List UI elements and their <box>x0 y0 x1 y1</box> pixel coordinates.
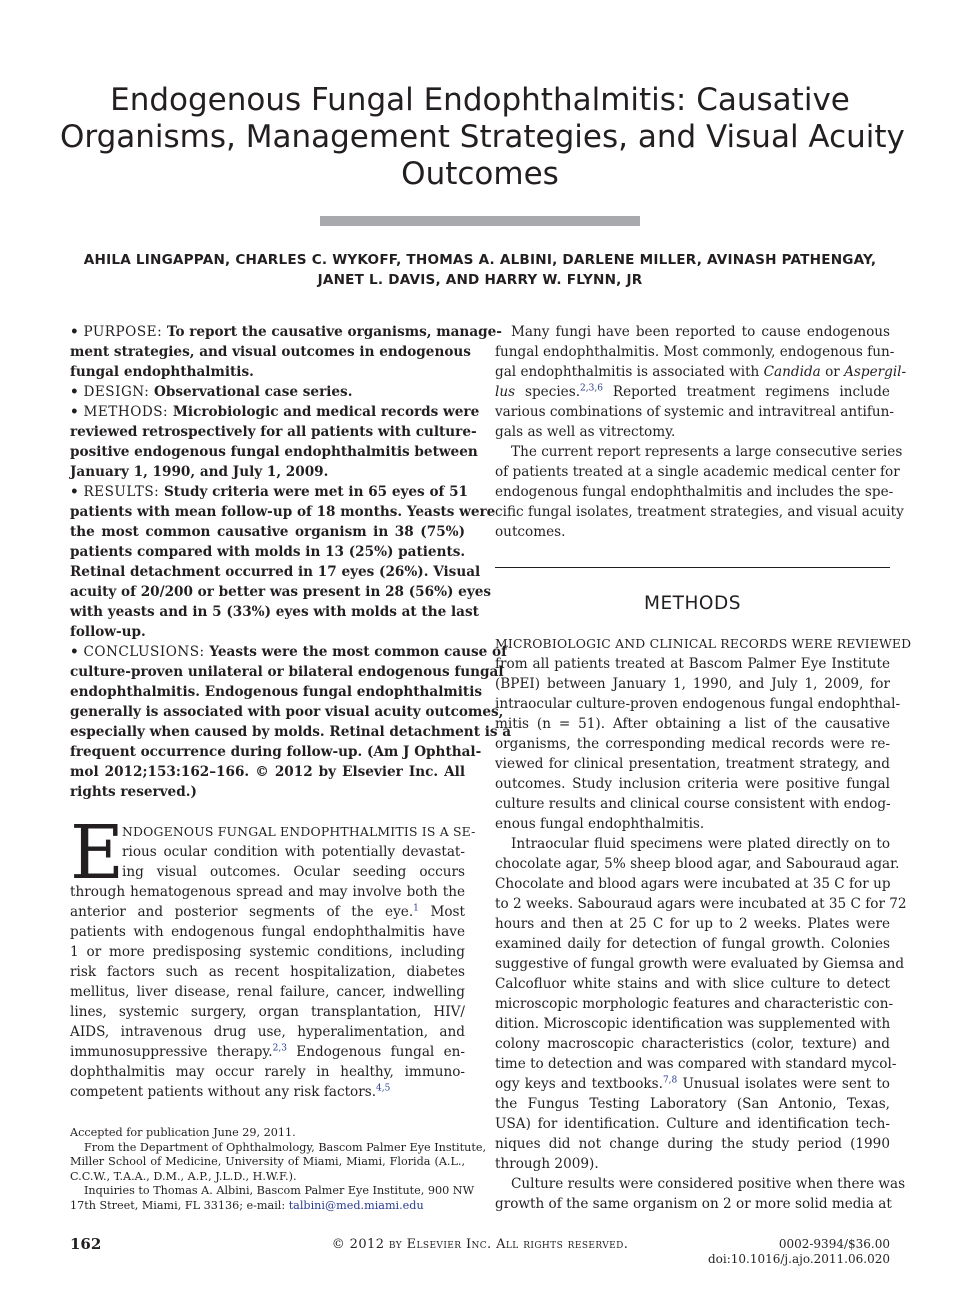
body-text: gals as well as vitrectomy. <box>495 424 676 440</box>
intro-line <box>70 882 465 902</box>
intro-line <box>70 942 465 962</box>
abstract-design <box>70 382 465 402</box>
bullet-icon: • <box>70 324 79 340</box>
body-text: Most <box>418 904 465 920</box>
body-text: mitis (n = 51). After obtaining a list of the causative <box>495 716 890 732</box>
citation-superscript[interactable]: 2,3,6 <box>580 383 603 394</box>
accepted-date: Accepted for publication June 29, 2011. <box>70 1126 296 1139</box>
body-text: growth of the same organism on 2 or more solid media at <box>495 1196 892 1212</box>
body-text: gal endophthalmitis is associated with <box>495 364 764 380</box>
design-label: DESIGN: <box>83 384 150 400</box>
purpose-label: PURPOSE: <box>83 324 163 340</box>
body-text: cific fungal isolates, treatment strategies, and visual acuity <box>495 504 904 520</box>
body-text: organisms, the corresponding medical records were re- <box>495 736 890 752</box>
body-text: Intraocular fluid specimens were plated directly on to <box>511 836 890 852</box>
issn-doi <box>708 1237 890 1267</box>
results-label: RESULTS: <box>83 484 160 500</box>
abstract-text: rights reserved.) <box>70 784 197 800</box>
intro-line <box>70 1002 465 1022</box>
body-text: of patients treated at a single academic medical center for <box>495 464 900 480</box>
abstract-methods <box>70 402 480 422</box>
methods-label: METHODS: <box>83 404 169 420</box>
intro-line <box>70 842 465 862</box>
body-text: hours and then at 25 C for up to 2 weeks. Plates were <box>495 916 890 932</box>
abstract-purpose <box>70 322 502 342</box>
abstract-text: with yeasts and in 5 (33%) eyes with molds at the last <box>70 604 479 620</box>
abstract-text: positive endogenous fungal endophthalmitis between <box>70 444 478 460</box>
body-text: enous fungal endophthalmitis. <box>495 816 705 832</box>
body-text: immunosuppressive therapy. <box>70 1044 273 1060</box>
body-text: from all patients treated at Bascom Palmer Eye Institute <box>495 656 890 672</box>
species-name: lus <box>495 384 516 400</box>
body-text: Endogenous fungal en- <box>286 1044 465 1060</box>
bullet-icon: • <box>70 404 79 420</box>
title-line: Organisms, Management Strategies, and Visual Acuity <box>60 119 905 155</box>
body-text: various combinations of systemic and intravitreal antifun- <box>495 404 895 420</box>
conclusions-label: CONCLUSIONS: <box>83 644 205 660</box>
abstract-text: especially when caused by molds. Retinal detachment is a <box>70 724 512 740</box>
body-text: Culture results were considered positive when there was <box>511 1176 906 1192</box>
intro-line <box>70 822 476 842</box>
body-text: USA) for identification. Culture and identification tech- <box>495 1116 890 1132</box>
body-text: through hematogenous spread and may involve both the <box>70 884 465 900</box>
abstract-text: Study criteria were met in 65 eyes of 51 <box>163 484 469 500</box>
citation-superscript[interactable]: 1 <box>413 903 419 914</box>
body-text: outcomes. <box>495 524 566 540</box>
body-text: dition. Microscopic identification was supplemented with <box>495 1016 891 1032</box>
body-text <box>495 1074 890 1094</box>
abstract <box>70 322 512 802</box>
body-text: colony macroscopic characteristics (color, texture) and <box>495 1036 890 1052</box>
species-name: Candida <box>763 364 821 380</box>
body-text: lines, systemic surgery, organ transplantation, HIV/ <box>70 1004 465 1020</box>
abstract-text: fungal endophthalmitis. <box>70 364 254 380</box>
body-text: fungal endophthalmitis. Most commonly, endogenous fun- <box>495 344 895 360</box>
introduction-continued <box>495 322 907 542</box>
bullet-icon: • <box>70 384 79 400</box>
intro-line <box>70 1042 465 1062</box>
author-list <box>60 250 900 290</box>
correspondence-text: Inquiries to Thomas A. Albini, Bascom Palmer Eye Institute, 900 NW <box>84 1184 475 1197</box>
abstract-conclusions <box>70 642 507 662</box>
abstract-text: Yeasts were the most common cause of <box>209 644 507 660</box>
body-text: Many fungi have been reported to cause endogenous <box>511 324 890 340</box>
citation-superscript[interactable]: 4,5 <box>376 1083 391 1094</box>
body-text: NDOGENOUS FUNGAL ENDOPHTHALMITIS IS A SE- <box>122 824 476 839</box>
intro-line <box>70 1082 465 1102</box>
abstract-text: acuity of 20/200 or better was present in 28 (56%) eyes <box>70 584 492 600</box>
article-footnotes <box>70 1126 487 1213</box>
email-link[interactable]: talbini@med.miami.edu <box>288 1198 424 1212</box>
body-text: microscopic morphologic features and characteristic con- <box>495 996 894 1012</box>
abstract-text: Retinal detachment occurred in 17 eyes (26%). Visual <box>70 564 481 580</box>
body-text <box>495 382 890 402</box>
methods-lead-in: MICROBIOLOGIC AND CLINICAL RECORDS WERE REVIEWED <box>495 636 912 651</box>
body-text: mellitus, liver disease, renal failure, cancer, indwelling <box>70 984 465 1000</box>
abstract-text: generally is associated with poor visual acuity outcomes, <box>70 704 504 720</box>
title-line: Outcomes <box>401 156 559 192</box>
body-text: Calcofluor white stains and with slice culture to detect <box>495 976 890 992</box>
abstract-text: mol 2012;153:162–166. © 2012 by Elsevier Inc. All <box>70 764 465 780</box>
abstract-text: frequent occurrence during follow-up. (Am J Ophthal- <box>70 744 482 760</box>
body-text: patients with endogenous fungal endophthalmitis have <box>70 924 465 940</box>
body-text: dophthalmitis may occur rarely in healthy, immuno- <box>70 1064 465 1080</box>
page-number: 162 <box>70 1235 102 1253</box>
abstract-results <box>70 482 469 502</box>
abstract-text: patients compared with molds in 13 (25%) patients. <box>70 544 466 560</box>
correspondence-text <box>70 1199 465 1214</box>
drop-cap: E <box>70 810 125 896</box>
affiliation-text: Miller School of Medicine, University of Miami, Miami, Florida (A.L., <box>70 1155 465 1168</box>
body-text: to 2 weeks. Sabouraud agars were incubated at 35 C for 72 <box>495 896 907 912</box>
title-divider-bar <box>320 216 640 226</box>
authors-line: AHILA LINGAPPAN, CHARLES C. WYKOFF, THOMAS A. ALBINI, DARLENE MILLER, AVINASH PATHENGAY, <box>83 252 877 268</box>
body-text: ogy keys and textbooks. <box>495 1076 663 1092</box>
abstract-text: culture-proven unilateral or bilateral endogenous fungal <box>70 664 504 680</box>
intro-line <box>70 1022 465 1042</box>
body-text: viewed for clinical presentation, treatment strategy, and <box>495 756 890 772</box>
abstract-text: the most common causative organism in 38 (75%) <box>70 524 465 540</box>
body-text: Reported treatment regimens include <box>602 384 890 400</box>
methods-heading: METHODS <box>644 593 741 614</box>
abstract-text: follow-up. <box>70 624 146 640</box>
intro-line <box>70 982 465 1002</box>
body-text: outcomes. Study inclusion criteria were positive fungal <box>495 776 890 792</box>
copyright-notice: © 2012 by Elsevier Inc. All rights reserved. <box>331 1237 629 1252</box>
intro-line <box>70 962 465 982</box>
body-text: through 2009). <box>495 1156 599 1172</box>
body-text: 1 or more predisposing systemic conditions, including <box>70 944 465 960</box>
body-text: examined daily for detection of fungal growth. Colonies <box>495 936 890 952</box>
body-text: the Fungus Testing Laboratory (San Antonio, Texas, <box>495 1096 890 1112</box>
body-text: intraocular culture-proven endogenous fungal endophthal- <box>495 696 901 712</box>
issn-price: 0002-9394/$36.00 <box>778 1237 890 1251</box>
intro-line <box>70 1062 465 1082</box>
abstract-text: ment strategies, and visual outcomes in endogenous <box>70 344 471 360</box>
introduction-text <box>70 810 476 1102</box>
abstract-text: January 1, 1990, and July 1, 2009. <box>70 464 329 480</box>
article-title <box>60 82 905 193</box>
body-text: culture results and clinical course consistent with endog- <box>495 796 891 812</box>
body-text: time to detection and was compared with standard mycol- <box>495 1056 897 1072</box>
species-name: Aspergil- <box>844 364 907 380</box>
body-text: competent patients without any risk factors. <box>70 1084 377 1100</box>
abstract-text: reviewed retrospectively for all patients with culture- <box>70 424 477 440</box>
bullet-icon: • <box>70 644 79 660</box>
affiliation-text: C.C.W., T.A.A., D.M., A.P., J.L.D., H.W.F.). <box>70 1169 297 1183</box>
intro-line <box>70 922 465 942</box>
body-text: ing visual outcomes. Ocular seeding occurs <box>122 864 465 880</box>
authors-line: JANET L. DAVIS, AND HARRY W. FLYNN, JR <box>317 272 643 288</box>
body-text: Unusual isolates were sent to <box>677 1076 890 1092</box>
abstract-text: To report the causative organisms, manage- <box>166 324 502 340</box>
intro-line <box>70 862 465 882</box>
citation-superscript[interactable]: 2,3 <box>272 1043 287 1054</box>
body-text: species. <box>515 384 581 400</box>
body-text: suggestive of fungal growth were evaluated by Giemsa and <box>495 956 905 972</box>
intro-line <box>70 902 465 922</box>
abstract-text: endophthalmitis. Endogenous fungal endophthalmitis <box>70 684 483 700</box>
citation-superscript[interactable]: 7,8 <box>662 1075 678 1086</box>
body-text: AIDS, intravenous drug use, hyperalimentation, and <box>70 1024 465 1040</box>
body-text: rious ocular condition with potentially devastat- <box>122 844 465 860</box>
body-text: risk factors such as recent hospitalization, diabetes <box>70 964 465 980</box>
correspondence-text: 17th Street, Miami, FL 33136; e-mail: <box>70 1198 289 1212</box>
body-text: chocolate agar, 5% sheep blood agar, and Sabouraud agar. <box>495 856 900 872</box>
body-text: or <box>820 364 845 380</box>
section-divider <box>495 567 890 568</box>
affiliation-text: From the Department of Ophthalmology, Bascom Palmer Eye Institute, <box>84 1140 487 1154</box>
body-text: The current report represents a large consecutive series <box>511 444 903 460</box>
title-line: Endogenous Fungal Endophthalmitis: Causative <box>110 82 850 118</box>
abstract-text: patients with mean follow-up of 18 months. Yeasts were <box>70 504 496 520</box>
bullet-icon: • <box>70 484 79 500</box>
abstract-text: Microbiologic and medical records were <box>172 404 480 420</box>
methods-text <box>495 634 912 1214</box>
doi-link[interactable]: doi:10.1016/j.ajo.2011.06.020 <box>707 1252 890 1266</box>
body-text: endogenous fungal endophthalmitis and includes the spe- <box>495 484 894 500</box>
body-text: (BPEI) between January 1, 1990, and July 1, 2009, for <box>495 676 890 692</box>
abstract-text: Observational case series. <box>154 384 353 400</box>
body-text: niques did not change during the study period (1990 <box>495 1136 890 1152</box>
body-text <box>495 362 907 382</box>
body-text: Chocolate and blood agars were incubated at 35 C for up <box>495 876 891 892</box>
body-text: anterior and posterior segments of the eye. <box>70 904 414 920</box>
